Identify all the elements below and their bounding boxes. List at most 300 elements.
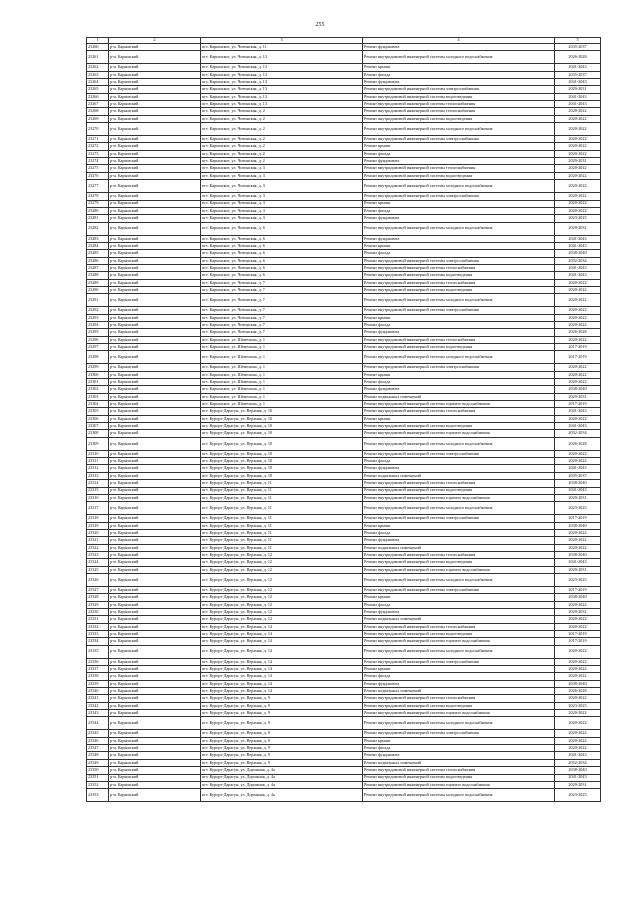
table-row: [87, 165, 601, 172]
table-row: [87, 522, 601, 529]
cell-district: р-н. Карымский: [109, 79, 201, 86]
cell-number: 23286: [87, 257, 109, 264]
cell-district: р-н. Карымский: [109, 774, 201, 781]
cell-district: р-н. Карымский: [109, 658, 201, 665]
cell-district: р-н. Карымский: [109, 502, 201, 515]
cell-district: р-н. Карымский: [109, 737, 201, 744]
cell-district: р-н. Карымский: [109, 351, 201, 364]
table-row: [87, 559, 601, 566]
cell-work-type: Ремонт крыши: [363, 314, 555, 321]
cell-address: пгт. Карымское, ул. Читинская, д. 13: [201, 51, 363, 64]
cell-work-type: Ремонт внутридомовой инженерной системы холодного водоснабжения: [363, 180, 555, 193]
cell-address: пгт. Карымское, ул. Читинская, д. 6: [201, 222, 363, 235]
cell-period: 2020-2022: [555, 115, 601, 122]
cell-number: 23275: [87, 165, 109, 172]
cell-district: р-н. Карымский: [109, 158, 201, 165]
cell-district: р-н. Карымский: [109, 93, 201, 100]
cell-period: 2017-2019: [555, 515, 601, 522]
cell-address: пгт. Карымское, ул. Читинская, д. 2: [201, 115, 363, 122]
table-row: [87, 64, 601, 71]
cell-address: пгт. Курорт-Дарасун, ул. Верхняя, д. 14: [201, 673, 363, 680]
cell-address: пгт. Курорт-Дарасун, ул. Верхняя, д. 14: [201, 658, 363, 665]
cell-district: р-н. Карымский: [109, 136, 201, 143]
cell-period: 2017-2019: [555, 401, 601, 408]
table-row: [87, 767, 601, 774]
cell-work-type: Ремонт фундамента: [363, 158, 555, 165]
cell-period: 2041-2043: [555, 64, 601, 71]
cell-address: пгт. Курорт-Дарасун, ул. Верхняя, д. 12: [201, 573, 363, 586]
cell-period: 2020-2022: [555, 314, 601, 321]
cell-address: пгт. Карымское, ул. Читинская, д. 3: [201, 180, 363, 193]
cell-address: пгт. Карымское, ул. Читинская, д. 7: [201, 279, 363, 286]
table-row: [87, 344, 601, 351]
cell-number: 23310: [87, 450, 109, 457]
cell-period: 2017-2019: [555, 586, 601, 593]
cell-period: 2041-2043: [555, 487, 601, 494]
cell-number: 23334: [87, 638, 109, 645]
cell-district: р-н. Карымский: [109, 101, 201, 108]
cell-period: 2020-2022: [555, 645, 601, 658]
cell-period: 2023-2025: [555, 573, 601, 586]
cell-district: р-н. Карымский: [109, 544, 201, 551]
table-row: [87, 745, 601, 752]
cell-district: р-н. Карымский: [109, 165, 201, 172]
cell-district: р-н. Карымский: [109, 608, 201, 615]
cell-district: р-н. Карымский: [109, 250, 201, 257]
cell-work-type: Ремонт фундамента: [363, 752, 555, 759]
cell-period: 2020-2022: [555, 336, 601, 343]
cell-district: р-н. Карымский: [109, 586, 201, 593]
cell-district: р-н. Карымский: [109, 393, 201, 400]
cell-period: 2029-2031: [555, 222, 601, 235]
cell-number: 23325: [87, 566, 109, 573]
cell-period: 2020-2022: [555, 200, 601, 207]
cell-address: пгт. Курорт-Дарасун, ул. Дорожная, д. 4а: [201, 781, 363, 788]
cell-work-type: Ремонт внутридомовой инженерной системы теплоснабжения: [363, 336, 555, 343]
cell-address: пгт. Курорт-Дарасун, ул. Верхняя, д. 9: [201, 759, 363, 766]
cell-address: пгт. Курорт-Дарасун, ул. Дорожная, д. 4а: [201, 789, 363, 802]
table-row: [87, 86, 601, 93]
cell-work-type: Ремонт фасада: [363, 529, 555, 536]
cell-period: 2020-2022: [555, 529, 601, 536]
cell-work-type: Ремонт внутридомовой инженерной системы водоотведения: [363, 172, 555, 179]
cell-district: р-н. Карымский: [109, 616, 201, 623]
cell-period: 2020-2022: [555, 745, 601, 752]
table-row: [87, 487, 601, 494]
cell-work-type: Ремонт внутридомовой инженерной системы электроснабжения: [363, 364, 555, 371]
cell-district: р-н. Карымский: [109, 108, 201, 115]
cell-address: пгт. Курорт-Дарасун, ул. Верхняя, д. 14: [201, 688, 363, 695]
cell-district: р-н. Карымский: [109, 242, 201, 249]
cell-period: 2020-2022: [555, 279, 601, 286]
cell-address: пгт. Карымское, ул. Читинская, д. 7: [201, 314, 363, 321]
cell-number: 23290: [87, 286, 109, 293]
cell-work-type: Ремонт внутридомовой инженерной системы водоотведения: [363, 702, 555, 709]
cell-period: 2041-2043: [555, 752, 601, 759]
cell-address: пгт. Курорт-Дарасун, ул. Верхняя, д. 10: [201, 458, 363, 465]
cell-work-type: Ремонт фундамента: [363, 329, 555, 336]
cell-number: 23260: [87, 44, 109, 51]
cell-address: пгт. Карымское, ул. Шемелина, д. 1: [201, 364, 363, 371]
cell-number: 23297: [87, 344, 109, 351]
cell-period: 2017-2019: [555, 638, 601, 645]
cell-work-type: Ремонт внутридомовой инженерной системы холодного водоснабжения: [363, 294, 555, 307]
cell-district: р-н. Карымский: [109, 272, 201, 279]
cell-period: 2041-2043: [555, 423, 601, 430]
cell-address: пгт. Курорт-Дарасун, ул. Верхняя, д. 12: [201, 601, 363, 608]
cell-address: пгт. Курорт-Дарасун, ул. Дорожная, д. 4а: [201, 767, 363, 774]
cell-district: р-н. Карымский: [109, 257, 201, 264]
cell-address: пгт. Курорт-Дарасун, ул. Верхняя, д. 9: [201, 710, 363, 717]
cell-district: р-н. Карымский: [109, 688, 201, 695]
cell-number: 23303: [87, 393, 109, 400]
cell-number: 23343: [87, 710, 109, 717]
cell-address: пгт. Курорт-Дарасун, ул. Верхняя, д. 9: [201, 730, 363, 737]
cell-number: 23300: [87, 371, 109, 378]
cell-address: пгт. Курорт-Дарасун, ул. Верхняя, д. 14: [201, 631, 363, 638]
table-row: [87, 702, 601, 709]
cell-district: р-н. Карымский: [109, 172, 201, 179]
cell-district: р-н. Карымский: [109, 150, 201, 157]
cell-work-type: Ремонт внутридомовой инженерной системы горячего водоснабжения: [363, 710, 555, 717]
cell-number: 23316: [87, 494, 109, 501]
cell-period: 2029-2031: [555, 566, 601, 573]
cell-district: р-н. Карымский: [109, 286, 201, 293]
cell-district: р-н. Карымский: [109, 423, 201, 430]
table-row: [87, 222, 601, 235]
cell-address: пгт. Курорт-Дарасун, ул. Верхняя, д. 14: [201, 666, 363, 673]
table-row: [87, 437, 601, 450]
cell-number: 23348: [87, 752, 109, 759]
table-row: [87, 623, 601, 630]
cell-address: пгт. Карымское, ул. Читинская, д. 6: [201, 235, 363, 242]
cell-district: р-н. Карымский: [109, 207, 201, 214]
cell-district: р-н. Карымский: [109, 680, 201, 687]
cell-period: 2020-2022: [555, 737, 601, 744]
cell-work-type: Ремонт внутридомовой инженерной системы электроснабжения: [363, 307, 555, 314]
cell-period: 2020-2022: [555, 123, 601, 136]
cell-number: 23349: [87, 759, 109, 766]
cell-period: 2026-2028: [555, 437, 601, 450]
table-row: [87, 631, 601, 638]
cell-address: пгт. Курорт-Дарасун, ул. Верхняя, д. 14: [201, 638, 363, 645]
cell-work-type: Ремонт внутридомовой инженерной системы водоотведения: [363, 774, 555, 781]
cell-address: пгт. Курорт-Дарасун, ул. Верхняя, д. 10: [201, 472, 363, 479]
cell-work-type: Ремонт фасада: [363, 321, 555, 328]
cell-district: р-н. Карымский: [109, 594, 201, 601]
cell-period: 2020-2022: [555, 207, 601, 214]
cell-number: 23264: [87, 79, 109, 86]
cell-address: пгт. Карымское, ул. Читинская, д. 2: [201, 136, 363, 143]
cell-period: 2020-2022: [555, 294, 601, 307]
cell-work-type: Ремонт фундамента: [363, 680, 555, 687]
cell-work-type: Ремонт внутридомовой инженерной системы горячего водоснабжения: [363, 566, 555, 573]
cell-work-type: Ремонт внутридомовой инженерной системы водоотведения: [363, 344, 555, 351]
cell-number: 23322: [87, 544, 109, 551]
cell-period: 2020-2022: [555, 666, 601, 673]
cell-work-type: Ремонт внутридомовой инженерной системы водоотведения: [363, 115, 555, 122]
cell-address: пгт. Карымское, ул. Читинская, д. 6: [201, 242, 363, 249]
table-row: [87, 193, 601, 200]
cell-work-type: Ремонт крыши: [363, 737, 555, 744]
cell-period: 2041-2043: [555, 408, 601, 415]
table-row: [87, 393, 601, 400]
cell-district: р-н. Карымский: [109, 314, 201, 321]
cell-period: 2032-2034: [555, 759, 601, 766]
table-row: [87, 329, 601, 336]
cell-district: р-н. Карымский: [109, 450, 201, 457]
cell-period: 2017-2019: [555, 351, 601, 364]
cell-district: р-н. Карымский: [109, 666, 201, 673]
cell-address: пгт. Карымское, ул. Читинская, д. 7: [201, 286, 363, 293]
table-row: [87, 645, 601, 658]
cell-number: 23299: [87, 364, 109, 371]
cell-address: пгт. Курорт-Дарасун, ул. Верхняя, д. 12: [201, 586, 363, 593]
cell-address: пгт. Курорт-Дарасун, ул. Верхняя, д. 12: [201, 608, 363, 615]
cell-period: 2035-2037: [555, 44, 601, 51]
cell-number: 23336: [87, 658, 109, 665]
cell-address: пгт. Карымское, ул. Шемелина, д. 1: [201, 344, 363, 351]
table-row: [87, 79, 601, 86]
cell-number: 23312: [87, 465, 109, 472]
cell-district: р-н. Карымский: [109, 115, 201, 122]
cell-work-type: Ремонт внутридомовой инженерной системы электроснабжения: [363, 730, 555, 737]
cell-district: р-н. Карымский: [109, 458, 201, 465]
cell-work-type: Ремонт фасада: [363, 745, 555, 752]
cell-district: р-н. Карымский: [109, 329, 201, 336]
cell-number: 23280: [87, 207, 109, 214]
table-row: [87, 465, 601, 472]
cell-period: 2020-2022: [555, 364, 601, 371]
cell-address: пгт. Карымское, ул. Читинская, д. 13: [201, 71, 363, 78]
cell-address: пгт. Карымское, ул. Шемелина, д. 1: [201, 371, 363, 378]
cell-district: р-н. Карымский: [109, 279, 201, 286]
cell-period: 2038-2040: [555, 522, 601, 529]
table-row: [87, 544, 601, 551]
table-row: [87, 235, 601, 242]
cell-period: 2020-2022: [555, 717, 601, 730]
cell-district: р-н. Карымский: [109, 386, 201, 393]
cell-period: 2038-2040: [555, 551, 601, 558]
cell-period: 2038-2040: [555, 594, 601, 601]
cell-district: р-н. Карымский: [109, 143, 201, 150]
cell-address: пгт. Курорт-Дарасун, ул. Верхняя, д. 12: [201, 551, 363, 558]
cell-number: 23333: [87, 631, 109, 638]
cell-address: пгт. Курорт-Дарасун, ул. Верхняя, д. 10: [201, 423, 363, 430]
cell-work-type: Ремонт фундамента: [363, 235, 555, 242]
cell-district: р-н. Карымский: [109, 767, 201, 774]
cell-period: 2032-2034: [555, 430, 601, 437]
cell-work-type: Ремонт крыши: [363, 666, 555, 673]
capital-repair-table: [86, 37, 601, 802]
cell-number: 23301: [87, 379, 109, 386]
cell-period: 2020-2022: [555, 286, 601, 293]
cell-number: 23353: [87, 789, 109, 802]
table-row: [87, 573, 601, 586]
cell-district: р-н. Карымский: [109, 781, 201, 788]
cell-work-type: Ремонт внутридомовой инженерной системы холодного водоснабжения: [363, 789, 555, 802]
table-row: [87, 502, 601, 515]
cell-period: 2038-2040: [555, 386, 601, 393]
cell-number: 23304: [87, 401, 109, 408]
cell-period: 2038-2040: [555, 680, 601, 687]
cell-number: 23331: [87, 616, 109, 623]
cell-period: 2041-2043: [555, 272, 601, 279]
cell-number: 23271: [87, 136, 109, 143]
cell-district: р-н. Карымский: [109, 759, 201, 766]
cell-work-type: Ремонт фасада: [363, 250, 555, 257]
cell-number: 23266: [87, 93, 109, 100]
header-cell: 2: [109, 38, 201, 44]
cell-address: пгт. Курорт-Дарасун, ул. Верхняя, д. 14: [201, 645, 363, 658]
cell-address: пгт. Курорт-Дарасун, ул. Верхняя, д. 10: [201, 450, 363, 457]
cell-address: пгт. Курорт-Дарасун, ул. Верхняя, д. 11: [201, 537, 363, 544]
table-row: [87, 423, 601, 430]
cell-address: пгт. Курорт-Дарасун, ул. Верхняя, д. 10: [201, 465, 363, 472]
cell-work-type: Ремонт внутридомовой инженерной системы электроснабжения: [363, 193, 555, 200]
cell-number: 23342: [87, 702, 109, 709]
cell-number: 23318: [87, 515, 109, 522]
cell-work-type: Ремонт внутридомовой инженерной системы электроснабжения: [363, 450, 555, 457]
cell-work-type: Ремонт подвальных помещений: [363, 616, 555, 623]
table-row: [87, 250, 601, 257]
cell-address: пгт. Курорт-Дарасун, ул. Верхняя, д. 9: [201, 717, 363, 730]
table-row: [87, 401, 601, 408]
table-row: [87, 529, 601, 536]
table-row: [87, 537, 601, 544]
cell-number: 23307: [87, 423, 109, 430]
cell-number: 23277: [87, 180, 109, 193]
cell-work-type: Ремонт внутридомовой инженерной системы теплоснабжения: [363, 165, 555, 172]
cell-work-type: Ремонт подвальных помещений: [363, 544, 555, 551]
cell-number: 23332: [87, 623, 109, 630]
cell-work-type: Ремонт крыши: [363, 242, 555, 249]
cell-number: 23344: [87, 717, 109, 730]
cell-number: 23337: [87, 666, 109, 673]
cell-district: р-н. Карымский: [109, 529, 201, 536]
cell-district: р-н. Карымский: [109, 437, 201, 450]
cell-work-type: Ремонт фундамента: [363, 537, 555, 544]
cell-work-type: Ремонт фундамента: [363, 608, 555, 615]
cell-address: пгт. Карымское, ул. Читинская, д. 7: [201, 329, 363, 336]
cell-work-type: Ремонт внутридомовой инженерной системы горячего водоснабжения: [363, 638, 555, 645]
cell-work-type: Ремонт внутридомовой инженерной системы холодного водоснабжения: [363, 123, 555, 136]
table-row: [87, 472, 601, 479]
cell-work-type: Ремонт подвальных помещений: [363, 759, 555, 766]
cell-work-type: Ремонт подвальных помещений: [363, 393, 555, 400]
cell-work-type: Ремонт внутридомовой инженерной системы водоотведения: [363, 423, 555, 430]
cell-number: 23263: [87, 71, 109, 78]
table-row: [87, 321, 601, 328]
cell-address: пгт. Курорт-Дарасун, ул. Верхняя, д. 9: [201, 702, 363, 709]
cell-number: 23287: [87, 264, 109, 271]
table-row: [87, 115, 601, 122]
cell-work-type: Ремонт внутридомовой инженерной системы горячего водоснабжения: [363, 781, 555, 788]
table-row: [87, 351, 601, 364]
cell-number: 23302: [87, 386, 109, 393]
cell-period: 2017-2019: [555, 344, 601, 351]
cell-work-type: Ремонт внутридомовой инженерной системы теплоснабжения: [363, 408, 555, 415]
cell-district: р-н. Карымский: [109, 336, 201, 343]
cell-period: 2020-2022: [555, 710, 601, 717]
cell-district: р-н. Карымский: [109, 86, 201, 93]
cell-period: 2029-2031: [555, 494, 601, 501]
cell-number: 23324: [87, 559, 109, 566]
cell-district: р-н. Карымский: [109, 601, 201, 608]
cell-number: 23351: [87, 774, 109, 781]
cell-number: 23326: [87, 573, 109, 586]
cell-work-type: Ремонт фасада: [363, 673, 555, 680]
cell-work-type: Ремонт фундамента: [363, 465, 555, 472]
page-number: 255: [315, 22, 325, 28]
cell-address: пгт. Карымское, ул. Читинская, д. 7: [201, 321, 363, 328]
table-row: [87, 408, 601, 415]
cell-number: 23295: [87, 329, 109, 336]
cell-address: пгт. Карымское, ул. Читинская, д. 3: [201, 215, 363, 222]
table-row: [87, 586, 601, 593]
table-row: [87, 666, 601, 673]
table-row: [87, 379, 601, 386]
cell-period: 2017-2019: [555, 631, 601, 638]
cell-period: 2041-2043: [555, 101, 601, 108]
cell-district: р-н. Карымский: [109, 717, 201, 730]
cell-number: 23341: [87, 695, 109, 702]
cell-district: р-н. Карымский: [109, 537, 201, 544]
cell-number: 23261: [87, 51, 109, 64]
cell-work-type: Ремонт внутридомовой инженерной системы водоотведения: [363, 272, 555, 279]
cell-address: пгт. Курорт-Дарасун, ул. Верхняя, д. 10: [201, 437, 363, 450]
cell-district: р-н. Карымский: [109, 264, 201, 271]
cell-district: р-н. Карымский: [109, 515, 201, 522]
cell-district: р-н. Карымский: [109, 730, 201, 737]
cell-number: 23345: [87, 730, 109, 737]
table-row: [87, 307, 601, 314]
cell-district: р-н. Карымский: [109, 235, 201, 242]
cell-address: пгт. Карымское, ул. Читинская, д. 13: [201, 101, 363, 108]
cell-work-type: Ремонт внутридомовой инженерной системы теплоснабжения: [363, 695, 555, 702]
cell-work-type: Ремонт внутридомовой инженерной системы электроснабжения: [363, 257, 555, 264]
cell-address: пгт. Карымское, ул. Читинская, д. 2: [201, 150, 363, 157]
cell-address: пгт. Курорт-Дарасун, ул. Верхняя, д. 14: [201, 623, 363, 630]
cell-period: 2041-2043: [555, 242, 601, 249]
table-row: [87, 136, 601, 143]
table-row: [87, 123, 601, 136]
cell-number: 23335: [87, 645, 109, 658]
table-row: [87, 695, 601, 702]
cell-number: 23347: [87, 745, 109, 752]
cell-work-type: Ремонт внутридомовой инженерной системы холодного водоснабжения: [363, 51, 555, 64]
cell-number: 23282: [87, 222, 109, 235]
table-row: [87, 781, 601, 788]
table-row: [87, 101, 601, 108]
cell-number: 23269: [87, 115, 109, 122]
cell-number: 23346: [87, 737, 109, 744]
table-row: [87, 242, 601, 249]
cell-address: пгт. Карымское, ул. Шемелина, д. 1: [201, 379, 363, 386]
header-cell: 5: [555, 38, 601, 44]
cell-work-type: Ремонт внутридомовой инженерной системы холодного водоснабжения: [363, 351, 555, 364]
cell-period: 2020-2022: [555, 458, 601, 465]
cell-period: 2020-2022: [555, 695, 601, 702]
table-row: [87, 386, 601, 393]
cell-address: пгт. Карымское, ул. Читинская, д. 6: [201, 272, 363, 279]
cell-address: пгт. Карымское, ул. Читинская, д. 13: [201, 79, 363, 86]
cell-period: 2020-2022: [555, 193, 601, 200]
cell-address: пгт. Карымское, ул. Читинская, д. 3: [201, 165, 363, 172]
cell-number: 23327: [87, 586, 109, 593]
cell-address: пгт. Курорт-Дарасун, ул. Верхняя, д. 9: [201, 752, 363, 759]
cell-district: р-н. Карымский: [109, 487, 201, 494]
